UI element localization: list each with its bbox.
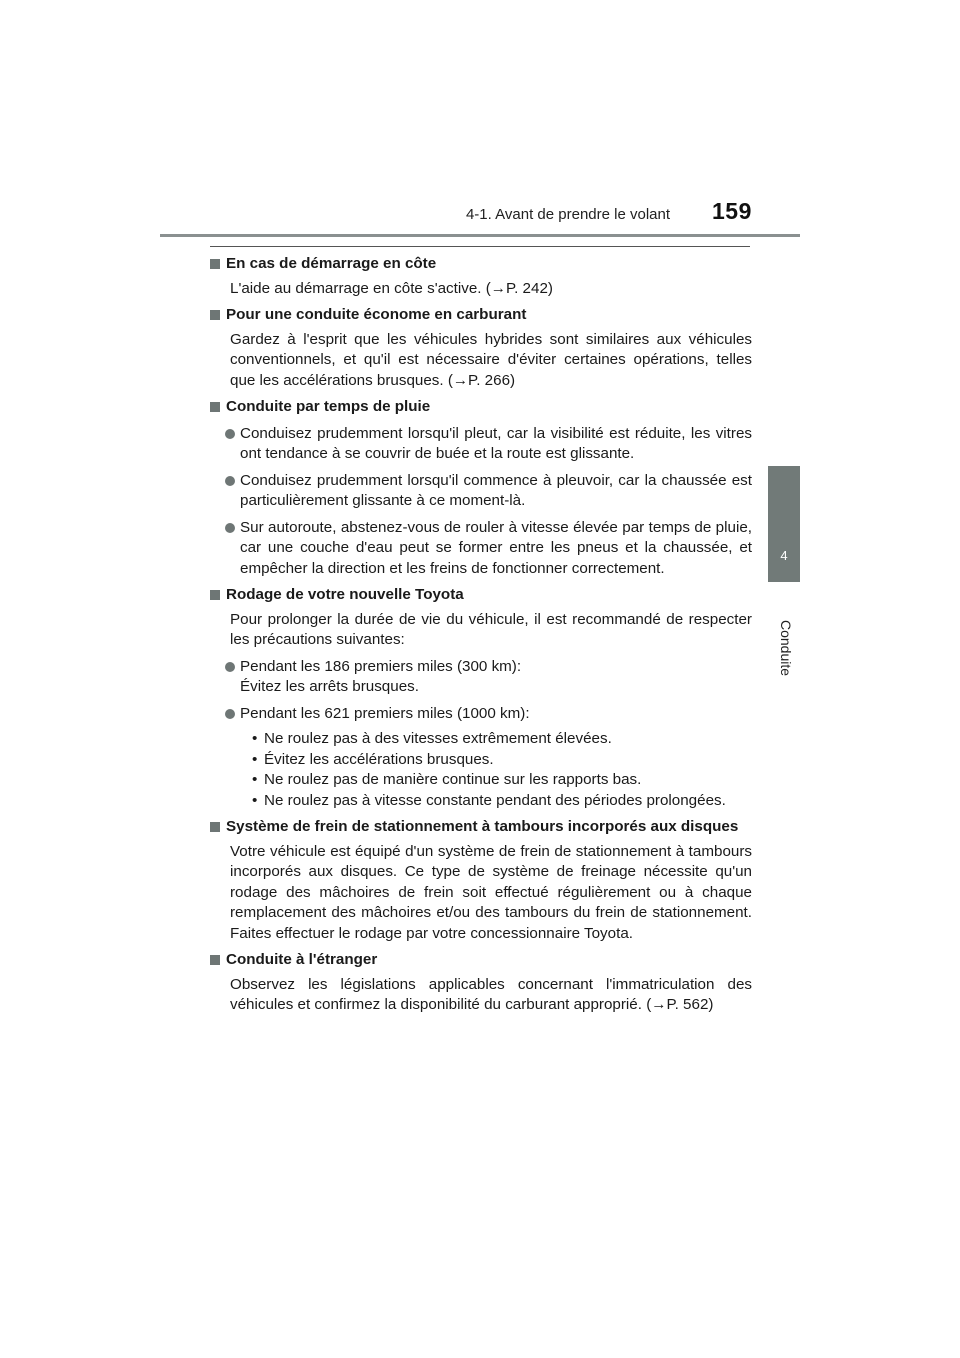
- circle-bullet-icon: [225, 476, 235, 486]
- square-bullet-icon: [210, 259, 220, 269]
- sub-list-item: • Ne roulez pas à vitesse constante pendant des périodes prolongées.: [252, 791, 752, 812]
- chapter-tab: [768, 466, 800, 582]
- circle-bullet-icon: [225, 662, 235, 672]
- sub-list: [210, 729, 752, 811]
- circle-bullet-icon: [225, 709, 235, 719]
- section-title-driving-abroad: Conduite à l'étranger: [210, 950, 752, 971]
- square-bullet-icon: [210, 402, 220, 412]
- section-paragraph: L'aide au démarrage en côte s'active. (→P. 242): [230, 279, 553, 297]
- section-paragraph: Gardez à l'esprit que les véhicules hybrides sont similaires aux véhicules conventionnels, et qu'il est nécessaire d'éviter certaines opérations, telles que les accélérations brusques. (→P. 266): [230, 330, 752, 389]
- page-content: [210, 254, 752, 1016]
- section-title-parking-brake: Système de frein de stationnement à tambours incorporés aux disques: [210, 817, 752, 838]
- section-paragraph: Observez les législations applicables concernant l'immatriculation des véhicules et confirmez la disponibilité du carburant approprié. (→P. 562): [230, 975, 752, 1013]
- list-item: Pendant les 621 premiers miles (1000 km):: [210, 704, 752, 725]
- section-title-break-in: Rodage de votre nouvelle Toyota: [210, 585, 752, 606]
- circle-bullet-icon: [225, 429, 235, 439]
- section-title-fuel-economy: Pour une conduite économe en carburant: [210, 305, 752, 326]
- sub-list-item: • Ne roulez pas de manière continue sur les rapports bas.: [252, 770, 752, 791]
- list-item: Pendant les 186 premiers miles (300 km): Évitez les arrêts brusques.: [210, 657, 752, 698]
- page-number: 159: [712, 198, 752, 224]
- header-rule: [160, 234, 800, 237]
- list-item: Sur autoroute, abstenez-vous de rouler à vitesse élevée par temps de pluie, car une couche d'eau peut se former entre les pneus et la chaussée, et empêcher la direction et les freins de fonctionner correctement.: [210, 518, 752, 580]
- section-title-hill-start: En cas de démarrage en côte: [210, 254, 752, 275]
- square-bullet-icon: [210, 590, 220, 600]
- square-bullet-icon: [210, 822, 220, 832]
- circle-bullet-icon: [225, 523, 235, 533]
- content-top-rule: [210, 246, 750, 247]
- sub-list-item: • Ne roulez pas à des vitesses extrêmement élevées.: [252, 729, 752, 750]
- section-paragraph: Pour prolonger la durée de vie du véhicule, il est recommandé de respecter les précautions suivantes:: [230, 610, 752, 648]
- list-item: Conduisez prudemment lorsqu'il commence à pleuvoir, car la chaussée est particulièrement glissante à ce moment-là.: [210, 471, 752, 512]
- section-paragraph: Votre véhicule est équipé d'un système de frein de stationnement à tambours incorporés aux disques. Ce type de système de freinage nécessite qu'un rodage des mâchoires de frein soit effectué régulièrement ou à chaque remplacement des mâchoires et/ou des tambours du frein de stationnement. Faites effectuer le rodage par votre concessionnaire Toyota.: [230, 842, 752, 942]
- chapter-tab-number: 4: [780, 548, 788, 563]
- sub-list-item: • Évitez les accélérations brusques.: [252, 750, 752, 771]
- list-item: Conduisez prudemment lorsqu'il pleut, car la visibilité est réduite, les vitres ont tendance à se couvrir de buée et la route est glissante.: [210, 424, 752, 465]
- square-bullet-icon: [210, 310, 220, 320]
- chapter-tab-label: Conduite: [778, 620, 794, 677]
- header-section-title: 4-1. Avant de prendre le volant: [465, 206, 670, 223]
- section-title-rain-driving: Conduite par temps de pluie: [210, 397, 752, 418]
- square-bullet-icon: [210, 955, 220, 965]
